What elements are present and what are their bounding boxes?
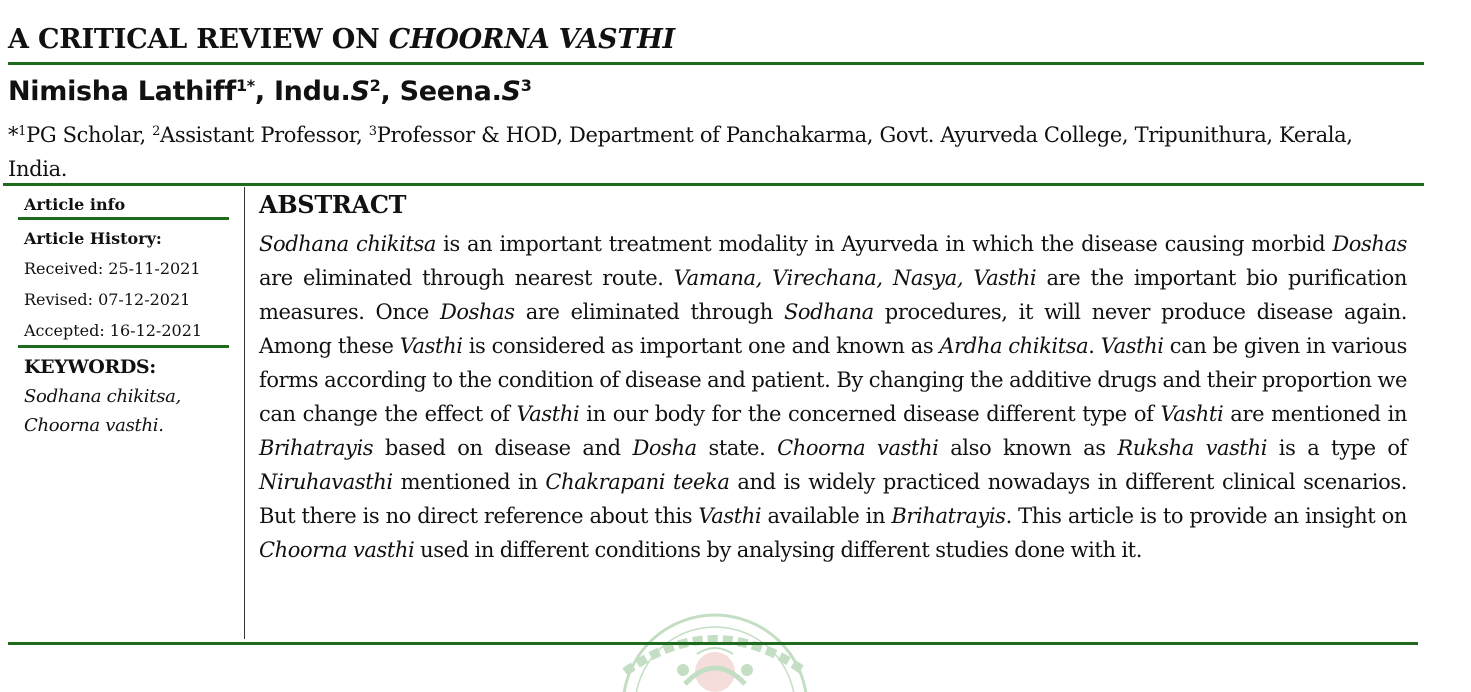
author-3-sup: 3 [520, 76, 532, 95]
author-2-name: Indu. [273, 76, 351, 107]
abstract-term: Choorna vasthi [259, 538, 415, 562]
author-list [8, 75, 532, 109]
journal-seal-watermark-icon [585, 612, 845, 692]
abstract-term: Brihatrayis [259, 436, 374, 460]
abstract-text: . [1088, 334, 1101, 358]
affiliation-text-2: Assistant Professor, [160, 123, 369, 147]
abstract-text: can be given in various forms according to the condition of disease and patient. By changing the additive drugs and their proportion we can change the effect of [259, 334, 1407, 426]
author-1-sup: 1* [235, 76, 255, 95]
abstract-text: procedures, it will never produce disease again. Among these [259, 300, 1407, 358]
author-2-initial: S [350, 76, 370, 107]
article-info-heading: Article info [24, 195, 126, 214]
abstract-term: Choorna vasthi [777, 436, 939, 460]
abstract-body [259, 227, 1407, 567]
author-3-name: Seena. [399, 76, 502, 107]
abstract-term: Vasthi [516, 402, 580, 426]
history-rule [18, 345, 229, 348]
bottom-rule [8, 642, 1418, 645]
abstract-text: also known as [938, 436, 1118, 460]
abstract-term: Dosha [632, 436, 697, 460]
article-info-sidebar [24, 193, 236, 440]
abstract-text: mentioned in [392, 470, 546, 494]
keywords-heading: KEYWORDS: [24, 356, 156, 378]
accepted-date: Accepted: 16-12-2021 [24, 321, 203, 340]
abstract-text: in our body for the concerned disease different type of [579, 402, 1161, 426]
abstract-term: Doshas [1332, 232, 1407, 256]
author-2-sup: 2 [369, 76, 381, 95]
affiliation-text-1: PG Scholar, [26, 123, 153, 147]
abstract-text: are mentioned in [1223, 402, 1408, 426]
column-divider [244, 187, 245, 639]
abstract-text: is considered as important one and known as [462, 334, 940, 358]
title-prefix: A CRITICAL REVIEW ON [8, 24, 389, 55]
abstract-term: Doshas [439, 300, 515, 324]
author-3-initial: S [501, 76, 521, 107]
revised-date: Revised: 07-12-2021 [24, 290, 191, 309]
abstract-text: and is widely practiced nowadays in different clinical scenarios. But there is no direct reference about this [259, 470, 1407, 528]
article-title [8, 22, 675, 58]
abstract-text: . This article is to provide an insight on [1005, 504, 1407, 528]
article-history-heading: Article History: [24, 229, 162, 248]
affiliation-star: * [8, 123, 19, 147]
abstract-text: used in different conditions by analysing different studies done with it. [414, 538, 1142, 562]
affiliation-rule [3, 183, 1424, 186]
abstract-text: are the important bio purification measures. Once [259, 266, 1407, 324]
abstract-term: Vasthi [1100, 334, 1164, 358]
abstract-term: Brihatrayis [891, 504, 1006, 528]
abstract-text: are eliminated through [514, 300, 784, 324]
affiliation-text-3: Professor & HOD, Department of Panchakarma, Govt. Ayurveda College, Tripunithura, Kerala, India. [8, 123, 1353, 181]
author-separator: , [380, 76, 400, 107]
abstract-text: based on disease and [373, 436, 633, 460]
abstract-term: Sodhana chikitsa [259, 232, 436, 256]
abstract-text: is an important treatment modality in Ayurveda in which the disease causing morbid [435, 232, 1333, 256]
abstract-text: is a type of [1267, 436, 1407, 460]
affiliation-sup-2: 2 [152, 124, 161, 139]
abstract-term: Niruhavasthi [259, 470, 393, 494]
abstract-term: Ardha chikitsa [939, 334, 1089, 358]
article-info-rule [18, 217, 229, 220]
author-1-name: Nimisha Lathiff [8, 76, 236, 107]
affiliation-sup-1: 1 [18, 124, 27, 139]
abstract-text: state. [696, 436, 778, 460]
abstract-term: Vasthi [698, 504, 762, 528]
abstract-term: Vasthi [399, 334, 463, 358]
received-date: Received: 25-11-2021 [24, 259, 201, 278]
abstract-term: Chakrapani teeka [545, 470, 730, 494]
abstract-term: Vamana, Virechana, Nasya, Vasthi [673, 266, 1037, 290]
abstract-term: Sodhana [783, 300, 874, 324]
title-italic: CHOORNA VASTHI [388, 24, 675, 55]
keyword-1: Sodhana chikitsa, [24, 386, 181, 407]
affiliation-sup-3: 3 [368, 124, 377, 139]
abstract-term: Vashti [1160, 402, 1224, 426]
abstract-term: Ruksha vasthi [1117, 436, 1268, 460]
abstract-heading: ABSTRACT [259, 190, 407, 219]
author-separator: , [254, 76, 274, 107]
title-rule [8, 62, 1424, 65]
abstract-text: are eliminated through nearest route. [259, 266, 674, 290]
abstract-text: available in [761, 504, 892, 528]
author-affiliation [8, 118, 1418, 186]
keyword-2: Choorna vasthi. [24, 415, 164, 436]
